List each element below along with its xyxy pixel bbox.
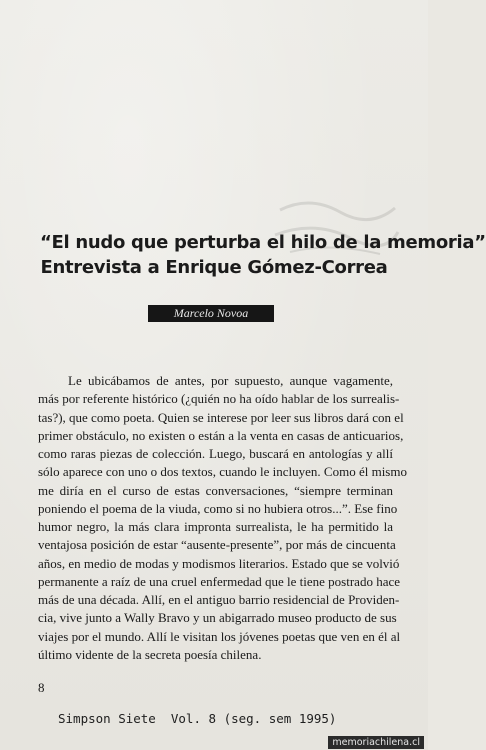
body-line: años, en medio de modas y modismos literarios. Estado que se volvió: [38, 555, 400, 571]
page-number: 8: [38, 680, 45, 695]
body-line: viajes por el mundo. Allí le visitan los jóvenes poetas que ven en él al: [38, 628, 401, 644]
body-line: primer obstáculo, no existen o están a la venta en casas de anticuarios,: [38, 427, 404, 443]
body-line: como raras piezas de colección. Luego, buscará en antologías y allí: [38, 446, 393, 461]
article-title: “El nudo que perturba el hilo de la memoria”: [40, 232, 486, 253]
body-line: humor negro, la más clara impronta surrealista, le ha permitido la: [38, 519, 393, 534]
body-line: Le ubicábamos de antes, por supuesto, aunque vagamente,: [68, 373, 393, 388]
body-line: más de una década. Allí, en el antiguo barrio residencial de Providen-: [38, 592, 400, 607]
article-body: [38, 372, 407, 664]
footer-citation: Simpson Siete Vol. 8 (seg. sem 1995): [58, 711, 337, 726]
watermark-link[interactable]: memoriachilena.cl: [328, 736, 424, 749]
body-line: poniendo el poema de la viuda, como si no hubiera otros...”. Ese fino: [38, 500, 398, 516]
body-line: permanente a raíz de una cruel enfermedad que le tiene postrado hace: [38, 573, 401, 589]
body-line: sólo aparece con uno o dos textos, cuando le incluyen. Como él mismo: [38, 464, 407, 480]
body-line: ventajosa posición de estar “ausente-presente”, por más de cincuenta: [38, 537, 396, 553]
body-line: cia, vive junto a Wally Bravo y un abigarrado museo producto de sus: [38, 610, 397, 626]
article-subtitle: Entrevista a Enrique Gómez-Correa: [40, 257, 388, 278]
body-line: tas?), que como poeta. Quien se interese por leer sus libros dará con el: [38, 409, 404, 425]
author-banner: Marcelo Novoa: [148, 305, 274, 322]
body-line: me diría en el curso de estas conversaciones, “siempre terminan: [38, 482, 393, 498]
body-line: último vidente de la secreta poesía chilena.: [38, 646, 262, 662]
body-line: más por referente histórico (¿quién no ha oído hablar de los surrealis-: [38, 391, 400, 407]
